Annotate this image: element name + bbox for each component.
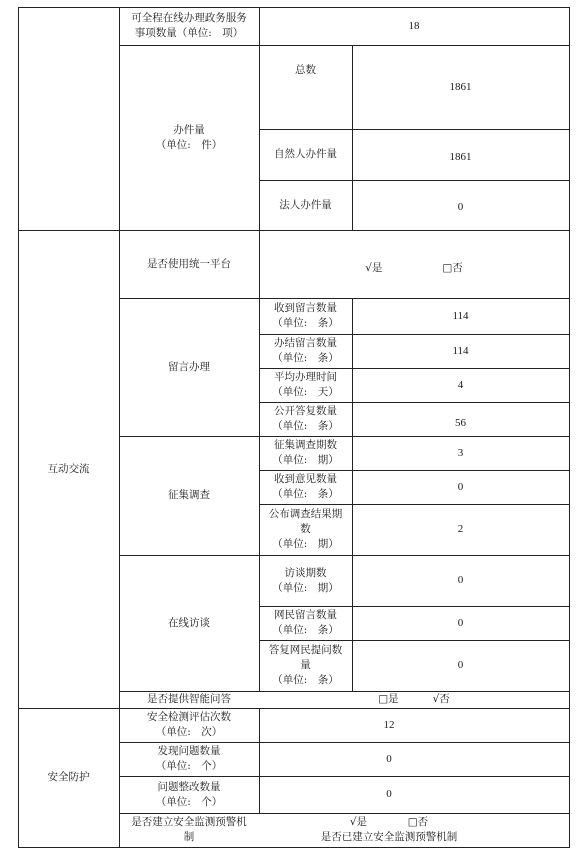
messages-done-name: 办结留言数量 — [273, 337, 337, 349]
volume-legal-value: 0 — [457, 200, 464, 213]
interview-answers-label — [259, 640, 352, 691]
survey-periods-label — [259, 436, 352, 470]
interview-periods-unit: （单位: 期） — [272, 581, 339, 594]
volume-natural-label: 自然人办件量 — [274, 148, 337, 160]
survey-opinions-value: 0 — [457, 480, 464, 493]
messages-avg-value: 4 — [457, 378, 464, 391]
survey-opinions-name: 收到意见数量 — [273, 473, 337, 485]
security-assess-unit: （单位: 次） — [155, 726, 223, 738]
survey-results-unit: （单位: 期） — [272, 538, 339, 550]
security-assess-name: 安全检测评估次数 — [147, 711, 231, 723]
messages-public-unit: （单位: 条） — [272, 420, 339, 432]
platform-no-checkbox[interactable]: □否 — [442, 261, 463, 274]
interview-answers-value: 0 — [457, 659, 464, 671]
security-issues-unit: （单位: 个） — [155, 760, 223, 772]
messages-received-name: 收到留言数量 — [273, 302, 337, 314]
interview-periods-label — [259, 555, 352, 606]
interview-netizen-label — [259, 606, 352, 640]
volume-label-text: 办件量 — [173, 123, 205, 136]
survey-periods-value: 3 — [457, 446, 464, 459]
survey-opinions-unit: （单位: 条） — [272, 488, 339, 500]
security-fixed-value: 0 — [386, 788, 392, 800]
volume-total-label: 总数 — [295, 64, 316, 76]
volume-legal-label: 法人办件量 — [279, 198, 332, 211]
interview-periods-name: 访谈期数 — [284, 566, 327, 579]
smart-qa-yes-checkbox[interactable]: □是 — [378, 693, 399, 705]
security-warning-label — [119, 813, 259, 847]
online-items-label — [119, 7, 259, 45]
security-issues-value: 0 — [386, 752, 392, 765]
security-warning-label-line2: 制 — [183, 831, 195, 843]
messages-avg-label — [259, 368, 352, 402]
messages-done-value: 114 — [452, 344, 469, 357]
security-fixed-label — [119, 776, 259, 813]
messages-received-value: 114 — [452, 309, 469, 322]
messages-received-label — [259, 298, 352, 334]
online-items-value: 18 — [408, 19, 420, 32]
messages-public-value: 56 — [455, 416, 466, 429]
smart-qa-label: 是否提供智能问答 — [147, 693, 231, 705]
survey-results-name-line2: 数 — [300, 523, 311, 535]
interview-label: 在线访谈 — [168, 616, 210, 629]
platform-yes-checkbox[interactable]: √是 — [365, 261, 383, 274]
volume-total-value: 1861 — [449, 80, 472, 93]
security-section-title: 安全防护 — [47, 771, 90, 783]
security-warning-label-line1: 是否建立安全监测预警机 — [131, 816, 247, 828]
messages-done-unit: （单位: 条） — [272, 352, 339, 364]
smart-qa-no-checkbox[interactable]: √否 — [432, 693, 450, 705]
survey-opinions-label — [259, 470, 352, 504]
interview-netizen-name: 网民留言数量 — [273, 609, 337, 621]
interview-answers-name-line2: 量 — [300, 659, 311, 671]
interview-answers-unit: （单位: 条） — [272, 674, 339, 686]
messages-avg-name: 平均办理时间 — [273, 371, 337, 383]
survey-results-value: 2 — [457, 523, 464, 535]
volume-unit: （单位: 件） — [155, 138, 223, 151]
survey-label: 征集调查 — [168, 489, 210, 501]
messages-done-label — [259, 334, 352, 368]
security-issues-name: 发现问题数量 — [157, 745, 221, 757]
survey-results-label — [259, 504, 352, 555]
messages-avg-unit: （单位: 天） — [272, 386, 339, 398]
security-warning-note: 是否已建立安全监测预警机制 — [320, 831, 458, 843]
interview-netizen-value: 0 — [457, 616, 464, 629]
messages-label: 留言办理 — [168, 360, 210, 373]
interview-answers-name-line1: 答复网民提问数 — [268, 644, 343, 656]
volume-natural-value: 1861 — [449, 151, 472, 163]
security-warning-options — [259, 813, 519, 847]
interaction-section-title: 互动交流 — [47, 462, 90, 475]
messages-public-label — [259, 402, 352, 436]
security-assess-value: 12 — [383, 718, 395, 731]
messages-received-unit: （单位: 条） — [272, 317, 339, 329]
messages-public-name: 公开答复数量 — [273, 405, 337, 417]
security-fixed-name: 问题整改数量 — [157, 780, 221, 793]
interview-netizen-unit: （单位: 条） — [272, 624, 339, 636]
online-items-label-line1: 可全程在线办理政务服务 — [131, 12, 247, 24]
security-warning-no-checkbox[interactable]: □否 — [407, 816, 429, 828]
security-assess-label — [119, 708, 259, 742]
platform-options — [259, 230, 569, 298]
security-fixed-unit: （单位: 个） — [155, 795, 223, 808]
smart-qa-options — [259, 691, 569, 708]
survey-periods-unit: （单位: 期） — [272, 454, 339, 466]
online-items-label-line2: 事项数量（单位: 项） — [134, 27, 244, 39]
security-issues-label — [119, 742, 259, 776]
interview-periods-value: 0 — [457, 574, 464, 586]
survey-results-name-line1: 公布调查结果期 — [268, 508, 343, 520]
security-warning-yes-checkbox[interactable]: √是 — [349, 816, 368, 828]
survey-periods-name: 征集调查期数 — [273, 439, 337, 451]
volume-label — [119, 45, 259, 230]
platform-label: 是否使用统一平台 — [147, 257, 231, 270]
